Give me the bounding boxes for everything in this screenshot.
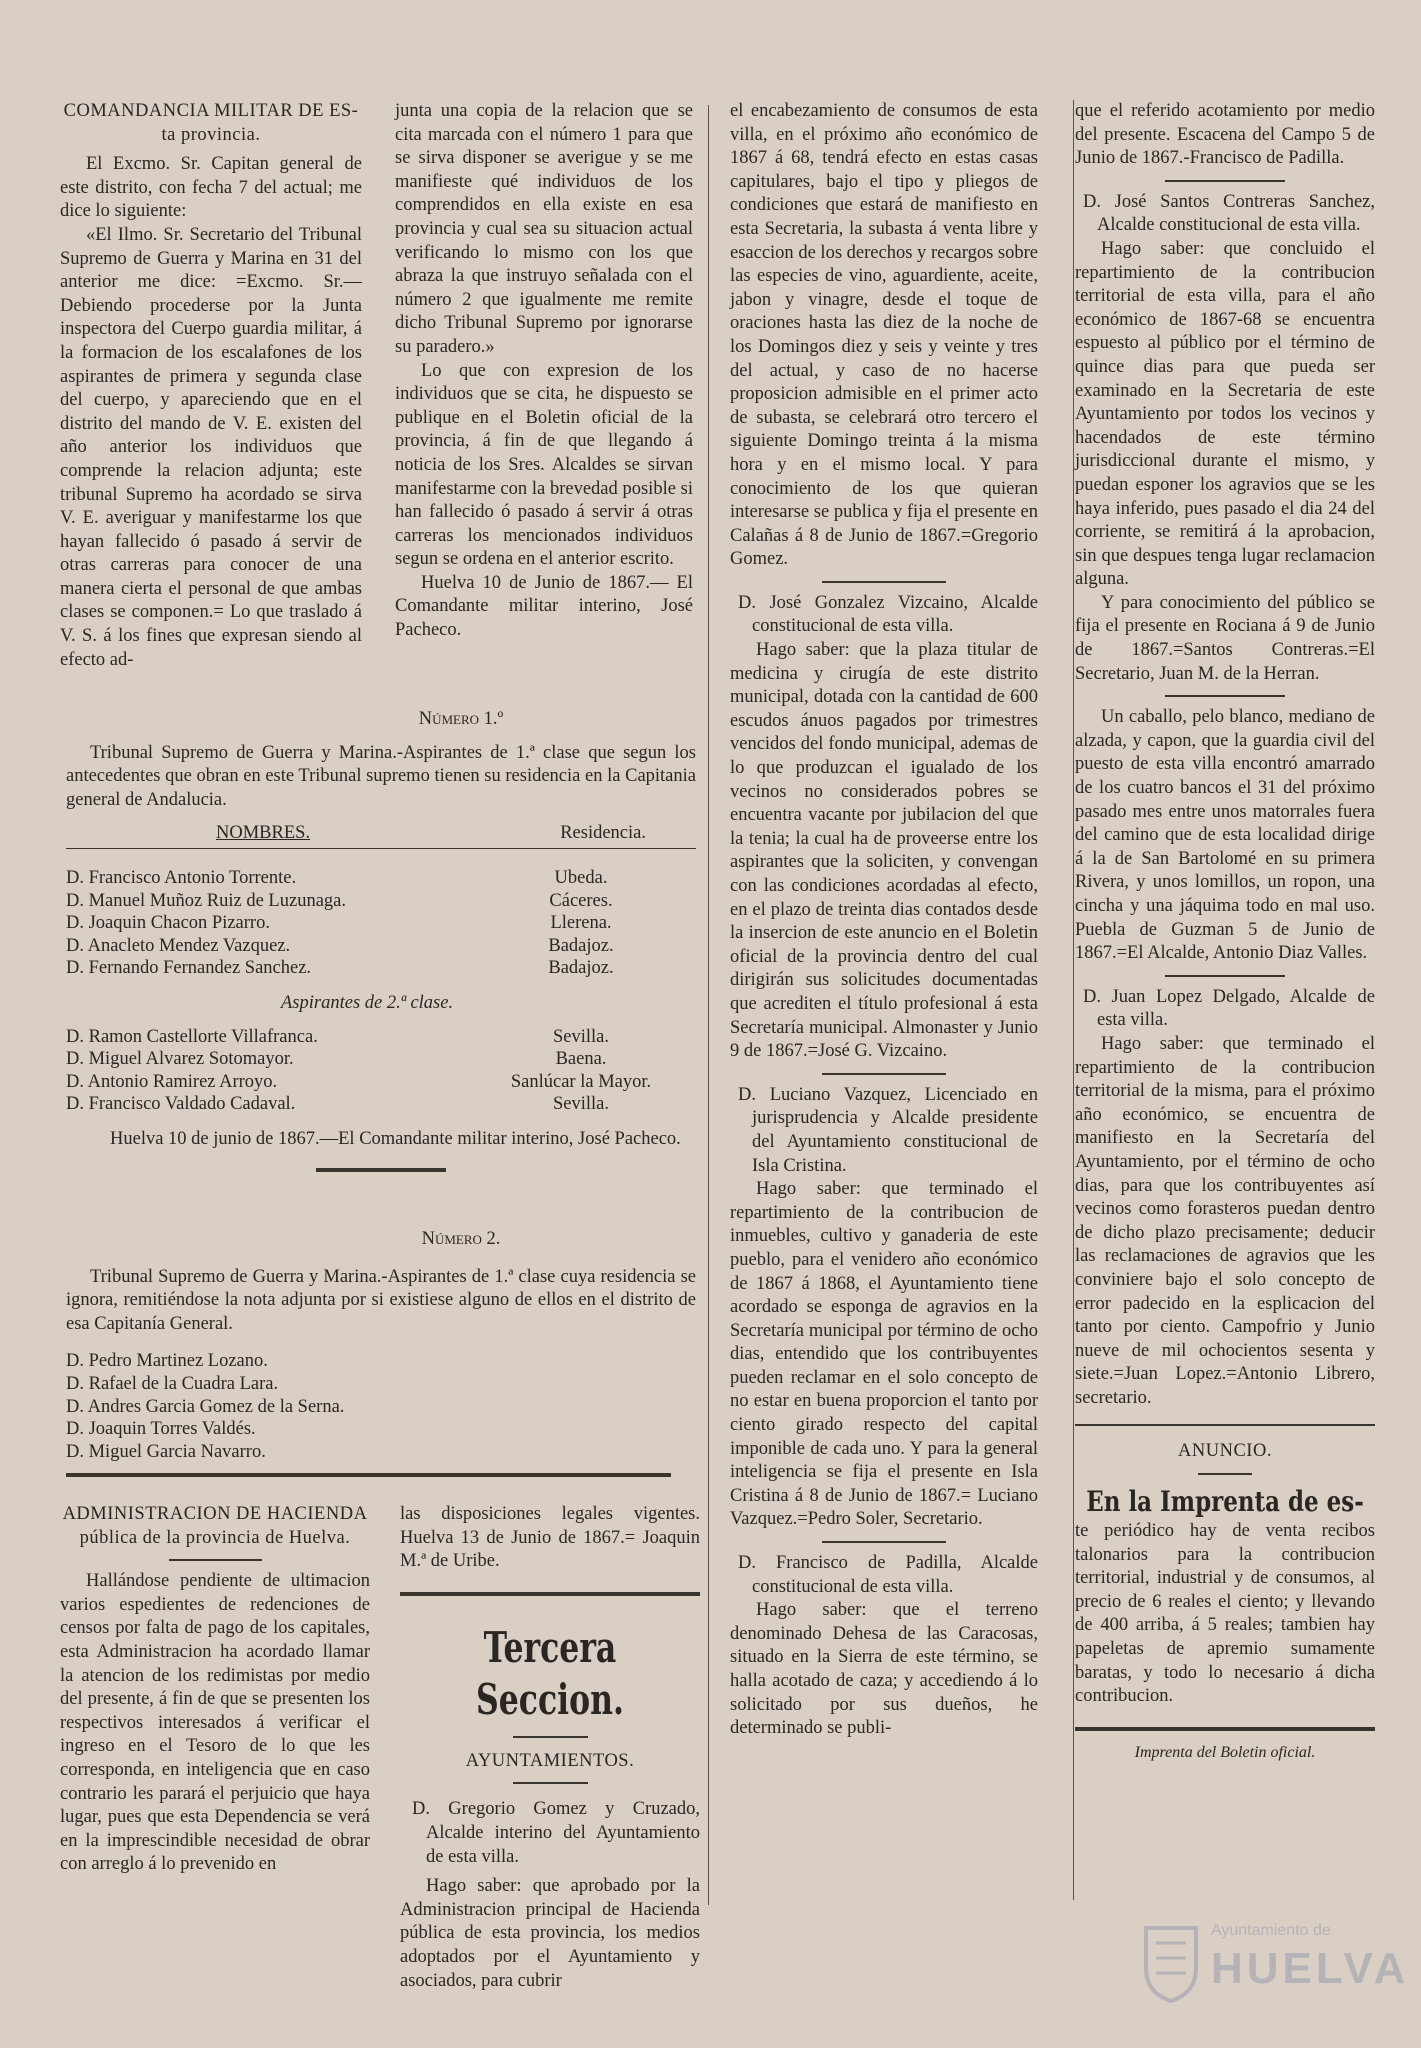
aspirante-residence: Llerena.: [550, 913, 612, 934]
table-row: [66, 1048, 696, 1071]
separator: [822, 1073, 945, 1075]
comandancia-p3: junta una copia de la relacion que se cita marcada con el número 1 para que se sirva disponer se averigue y se me manifieste qué individuos de los comprendidos en ella existe en esa provincia y cual sea su situacion actual verificando lo mismo con los que abraza la que instruyo señalada con el número 2 que igualmente me remite dicho Tribunal Supremo por ignorarse su paradero.»: [395, 101, 693, 357]
table-row: [66, 1071, 696, 1094]
separator: [316, 1168, 446, 1172]
separator: [66, 1473, 671, 1477]
separator: [169, 1559, 262, 1561]
tercera-section: [400, 1503, 700, 1993]
comandancia-sign: Huelva 10 de Junio de 1867.— El Comandante militar interino, José Pacheco.: [395, 572, 693, 641]
list-item: D. Pedro Martinez Lozano.: [66, 1351, 268, 1372]
imprenta-footer: Imprenta del Boletin oficial.: [1134, 1743, 1316, 1761]
hacienda-p1: Hallándose pendiente de ultimacion varios espedientes de redenciones de censos por falta de pago de los capitales, esta Administracion ha acordado llamar la atencion de los redimistas por medio del presente, á fin de que se presenten los respectivos interesados á verificar el ingreso en el Tesoro de lo que les corresponda, en inteligencia que en caso contrario les parará el perjuicio que haya lugar, pues que esta Dependencia se verá en la imprescindible necesidad de obrar con arreglo á lo prevenido en: [60, 1571, 370, 1875]
separator: [822, 1541, 945, 1543]
ayuntamientos-heading: AYUNTAMIENTOS.: [465, 1750, 635, 1771]
column-rule: [708, 105, 709, 1905]
column-rule: [1073, 100, 1074, 1900]
anuncio-title: ANUNCIO.: [1178, 1441, 1272, 1462]
numero-2-section: [66, 1228, 696, 1477]
numero-2-title: Número 2.: [421, 1229, 501, 1249]
anuncio-p: te periódico hay de venta recibos talonarios para la contribucion territorial, industrial y de consumos, al precio de 6 reales el ciento; y llevando de 400 arriba, á 5 reales; tambien hay papeletas de apremio sumamente baratas, y todo lo necesario á dicha contribucion.: [1075, 1521, 1375, 1707]
comandancia-p4: Lo que con expresion de los individuos que se cita, he dispuesto se publique en el Boletin oficial de la provincia, á fin de que llegando á noticia de los Sres. Alcaldes se sirvan manifestarme con la brevedad posible si han fallecido ó pasado á servir á otras carreras los mencionados individuos segun se ordena en el anterior escrito.: [395, 360, 693, 570]
aspirante-name: D. Ramon Castellorte Villafranca.: [66, 1026, 318, 1047]
padilla-heading: D. Francisco de Padilla, Alcalde constitucional de esta villa.: [738, 1553, 1038, 1597]
column-1: [60, 100, 362, 672]
numero-1-section: [66, 708, 696, 1172]
caballo-p: Un caballo, pelo blanco, mediano de alzada, y capon, que la guardia civil del puesto de esta villa encontró amarrado de los cuatro bancos el 31 del próximo pasado mes entre unos matorrales fuera del camino que de esta localidad dirige á la de San Bartolomé en su primera Rivera, y unos lomillos, un ropon, una cincha y una jáquima todo en mal uso. Puebla de Guzman 5 de Junio de 1867.=El Alcalde, Antonio Diaz Valles.: [1075, 707, 1375, 964]
hacienda-heading: ADMINISTRACION DE HACIENDA: [62, 1504, 368, 1524]
aspirante-residence: Badajoz.: [548, 935, 614, 956]
tercera-title: Tercera Seccion.: [475, 1622, 624, 1724]
separator: [513, 1736, 588, 1738]
separator: [822, 581, 945, 583]
numero-2-names: [66, 1350, 696, 1463]
numero-1-table-head: [66, 822, 696, 849]
comandancia-p2: «El Ilmo. Sr. Secretario del Tribunal Supremo de Guerra y Marina en 31 del anterior me dice: =Excmo. Sr.—Debiendo procederse por la Junta inspectora del Cuerpo guardia militar, á la formacion de los escalafones de los aspirantes de primera y segunda clase del cuerpo, y apareciendo que en el distrito del mando de V. E. existen del año anterior los individuos que comprende la relacion adjunta; este tribunal Supremo ha acordado se sirva V. E. averiguar y manifestarme los que hayan fallecido ó pasado á servir de otras carreras para conocer de una manera cierta el personal de que ambas clases se componen.= Lo que traslado á V. S. á los fines que expresan siendo al efecto ad-: [60, 224, 362, 670]
contreras-heading: D. José Santos Contreras Sanchez, Alcalde constitucional de esta villa.: [1083, 191, 1375, 236]
table-row: [66, 935, 696, 958]
column-3: [730, 100, 1038, 1741]
list-item: D. Joaquin Torres Valdés.: [66, 1419, 256, 1440]
vizcaino-heading: D. José Gonzalez Vizcaino, Alcalde constitucional de esta villa.: [738, 592, 1038, 637]
gomez-p-cont: el encabezamiento de consumos de esta villa, en el próximo año económico de 1867 á 68, tendrá efecto en estas casas capitulares, bajo el tipo y pliegos de condiciones que estará de manifiesto en esta Secretaria, la subasta á venta libre y esaccion de los derechos y recargos sobre las especies de vino, aguardiente, aceite, jabon y vinagre, desde el toque de oraciones hasta las diez de la noche de los Domingos diez y seis y veinte y tres del actual, y caso de no hacerse proposicion admisible en el primer acto de subasta, se celebrará otro tercero el siguiente Domingo treinta á la misma hora y en el mismo local. Y para conocimiento de los que quieran interesarse se publica y fija el presente en Calañas á 8 de Junio de 1867.=Gregorio Gomez.: [730, 101, 1038, 570]
vazquez-p: Hago saber: que terminado el repartimiento de la contribucion de inmuebles, cultivo y ganaderia de este pueblo, para el venidero año económico de 1867 á 1868, el Ayuntamiento tiene acordado se esponga de agravios en la Secretaría municipal por término de ocho dias, entendido que los contribuyentes pueden reclamar en el solo concepto de no estar en buena proporcion el tanto por ciento girado respecto del capital imponible de cada uno. Y para la general inteligencia se fija el presente en Isla Cristina á 8 de Junio de 1867.= Luciano Vazquez.=Pedro Soler, Secretario.: [730, 1179, 1038, 1530]
table-row: [66, 890, 696, 913]
aspirante-residence: Ubeda.: [554, 867, 608, 888]
separator: [1165, 695, 1285, 697]
separator: [1075, 1727, 1375, 1731]
col-res-label: Residencia.: [560, 823, 646, 844]
separator: [1165, 975, 1285, 977]
list-item: D. Rafael de la Cuadra Lara.: [66, 1373, 279, 1394]
table-row: [66, 867, 696, 890]
aspirantes-1-table: [66, 867, 696, 980]
column-2: [395, 100, 693, 643]
aspirante-residence: Baena.: [555, 1049, 607, 1070]
column-4: [1075, 100, 1375, 1764]
aspirante-residence: Cáceres.: [549, 890, 613, 911]
lopez-heading: D. Juan Lopez Delgado, Alcalde de esta villa.: [1083, 986, 1375, 1031]
aspirante-residence: Sevilla.: [552, 1094, 609, 1115]
hacienda-section: [60, 1503, 370, 1877]
aspirante-name: D. Antonio Ramirez Arroyo.: [66, 1071, 278, 1092]
aspirante-residence: Badajoz.: [548, 958, 614, 979]
table-row: [66, 957, 696, 980]
contreras-p1: Hago saber: que concluido el repartimiento de la contribucion territorial de esta villa, para el año económico de 1867-68 se encuentra espuesto al público por el término de quince dias para que pueda ser examinado en la Secretaria de este Ayuntamiento por todos los vecinos y hacendados de este término jurisdiccional durante el mismo, y puedan esponer los agravios que se les haya inferido, pues pasado el dia 24 del corriente, se remitirá á la aprobacion, sin que despues tenga lugar reclamacion alguna.: [1075, 238, 1375, 590]
watermark-line1: Ayuntamiento de: [1211, 1922, 1331, 1939]
comandancia-heading: COMANDANCIA MILITAR DE ES-: [63, 101, 359, 121]
archive-watermark: [1141, 1918, 1410, 2008]
numero-1-sign: Huelva 10 de junio de 1867.—El Comandante militar interino, José Pacheco.: [110, 1128, 681, 1149]
numero-1-title: Número 1.º: [418, 709, 504, 729]
table-row: [66, 1026, 696, 1049]
table-row: [66, 1093, 696, 1116]
aspirante-residence: Sevilla.: [552, 1026, 609, 1047]
watermark-line2: HUELVA: [1211, 1944, 1410, 1993]
hacienda-p2: las disposiciones legales vigentes. Huelva 13 de Junio de 1867.= Joaquin M.ª de Uribe.: [400, 1504, 700, 1572]
separator: [400, 1592, 700, 1596]
gomez-p: Hago saber: que aprobado por la Administracion principal de Hacienda pública de esta provincia, los medios adoptados por el Ayuntamiento y asociados, para cubrir: [400, 1876, 700, 1991]
list-item: D. Andres Garcia Gomez de la Serna.: [66, 1396, 345, 1417]
aspirante-name: D. Miguel Alvarez Sotomayor.: [66, 1049, 294, 1070]
aspirante-name: D. Francisco Valdado Cadaval.: [66, 1094, 296, 1115]
aspirante-name: D. Fernando Fernandez Sanchez.: [66, 958, 312, 979]
hacienda-heading-2: pública de la provincia de Huelva.: [79, 1527, 351, 1548]
comandancia-heading-2: ta provincia.: [161, 124, 261, 145]
vazquez-heading: D. Luciano Vazquez, Licenciado en jurisprudencia y Alcalde presidente del Ayuntamiento constitucional de Isla Cristina.: [738, 1084, 1038, 1176]
padilla-p-cont: que el referido acotamiento por medio del presente. Escacena del Campo 5 de Junio de 1867.-Francisco de Padilla.: [1075, 101, 1375, 169]
aspirantes-2-subhead: Aspirantes de 2.ª clase.: [281, 992, 454, 1013]
aspirante-name: D. Anacleto Mendez Vazquez.: [66, 935, 291, 956]
list-item: D. Miguel Garcia Navarro.: [66, 1441, 266, 1462]
numero-1-intro: Tribunal Supremo de Guerra y Marina.-Aspirantes de 1.ª clase que segun los antecedentes que obran en este Tribunal supremo tienen su residencia en la Capitania general de Andalucia.: [66, 742, 696, 810]
aspirante-name: D. Joaquin Chacon Pizarro.: [66, 913, 270, 934]
gomez-heading: D. Gregorio Gomez y Cruzado, Alcalde interino del Ayuntamiento de esta villa.: [412, 1799, 700, 1867]
numero-2-intro: Tribunal Supremo de Guerra y Marina.-Aspirantes de 1.ª clase cuya residencia se ignora, remitiéndose la nota adjunta por si existiese alguno de ellos en el distrito de esa Capitanía General.: [66, 1266, 696, 1334]
col-names-label: NOMBRES.: [216, 823, 311, 844]
comandancia-p1: El Excmo. Sr. Capitan general de este distrito, con fecha 7 del actual; me dice lo siguiente:: [60, 154, 362, 222]
vizcaino-p: Hago saber: que la plaza titular de medicina y cirugía de este distrito municipal, dotada con la cantidad de 600 escudos ánuos pagados por trimestres vencidos del fondo municipal, ademas de lo que produzcan el igualado de los vecinos no considerados pobres se encuentra vacante por jubilacion del que la tenia; la cual ha de proveerse entre los aspirantes que la soliciten, y convengan con las condiciones acordadas al efecto, en el plazo de treinta dias contados desde la insercion de este anuncio en el Boletin oficial de la provincia dentro del cual dirigirán sus solicitudes documentadas que acrediten el título profesional á esta Secretaría municipal. Almonaster y Junio 9 de 1867.=José G. Vizcaino.: [730, 640, 1038, 1062]
aspirantes-2-table: [66, 1026, 696, 1116]
city-seal-icon: [1141, 1923, 1201, 2003]
separator: [1075, 1424, 1375, 1426]
separator: [1198, 1473, 1252, 1475]
aspirante-residence: Sanlúcar la Mayor.: [510, 1071, 652, 1092]
contreras-p2: Y para conocimiento del público se fija el presente en Rociana á 9 de Junio de 1867.=Santos Contreras.=El Secretario, Juan M. de la Herran.: [1075, 592, 1375, 684]
padilla-p: Hago saber: que el terreno denominado Dehesa de las Caracosas, situado en la Sierra de este término, se halla acotado de caza; y accediendo á lo solicitado por sus dueños, he determinado se publi-: [730, 1600, 1038, 1739]
separator: [1165, 180, 1285, 182]
aspirante-name: D. Manuel Muñoz Ruiz de Luzunaga.: [66, 890, 346, 911]
anuncio-big: En la Imprenta de es-: [1086, 1485, 1364, 1519]
aspirante-name: D. Francisco Antonio Torrente.: [66, 867, 297, 888]
lopez-p: Hago saber: que terminado el repartimiento de la contribucion territorial de la misma, para el próximo año económico, se encuentra de manifiesto en la Secretaría del Ayuntamiento, por el término de ocho dias, para que los contribuyentes así vecinos como forasteros puedan dentro de dicho plazo precisamente; deducir las reclamaciones de agravios que les conviniere bajo el solo concepto de error padecido en la esplicacion del tanto por ciento. Campofrio y Junio nueve de mil ochocientos sesenta y siete.=Juan Lopez.=Antonio Librero, secretario.: [1075, 1033, 1375, 1408]
table-row: [66, 912, 696, 935]
separator: [513, 1782, 588, 1784]
